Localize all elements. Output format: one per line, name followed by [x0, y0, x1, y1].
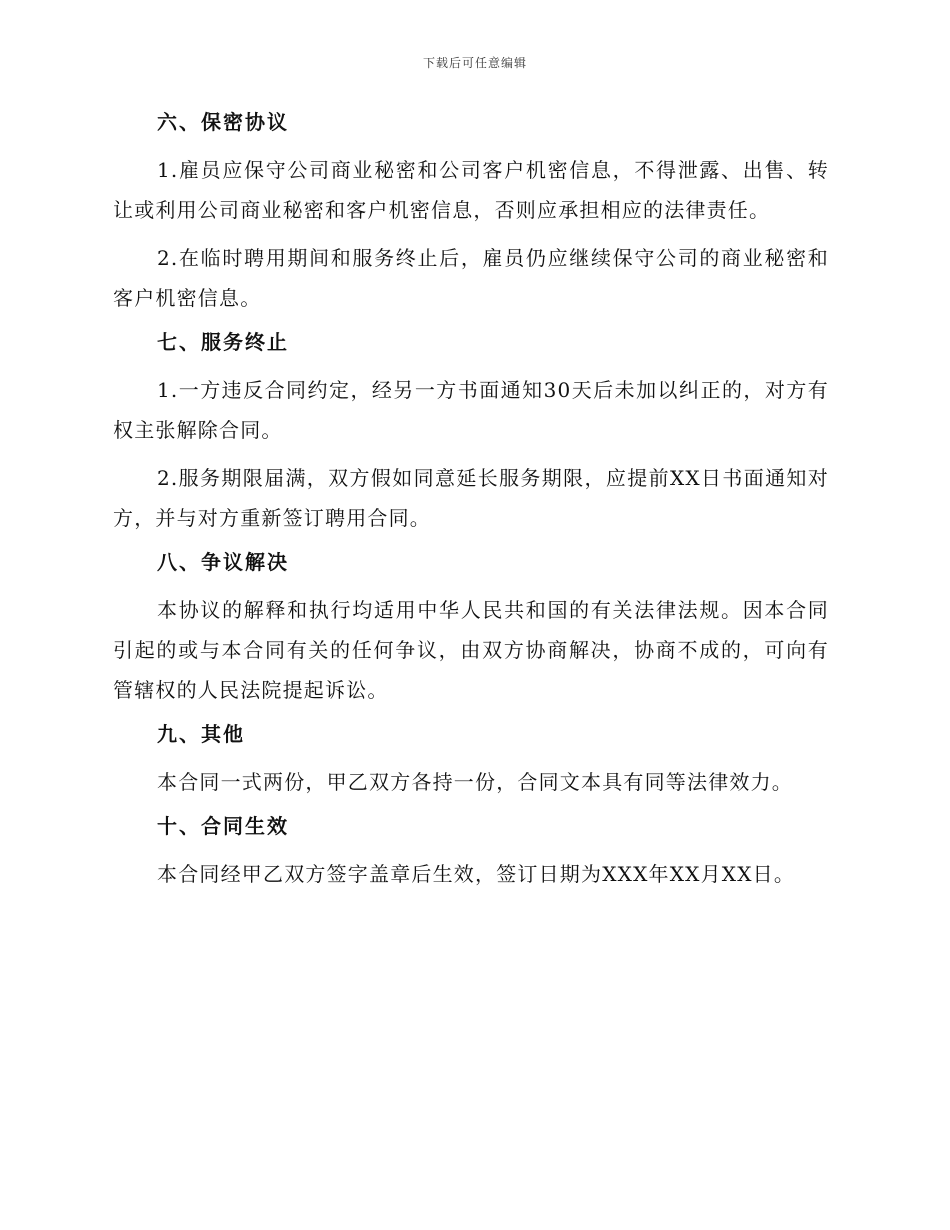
paragraph: 本合同经甲乙双方签字盖章后生效，签订日期为XXX年XX月XX日。 — [157, 862, 796, 886]
paragraph: 本合同一式两份，甲乙双方各持一份，合同文本具有同等法律效力。 — [157, 770, 793, 794]
document-body — [113, 108, 829, 904]
paragraph: 1.一方违反合同约定，经另一方书面通知30天后未加以纠正的，对方有权主张解除合同。 — [113, 378, 829, 442]
section-confidentiality — [113, 108, 829, 318]
section-termination — [113, 328, 829, 538]
page-header: 下载后可任意编辑 — [422, 56, 527, 70]
section-heading: 九、其他 — [157, 722, 245, 746]
section-heading: 十、合同生效 — [157, 814, 289, 838]
section-heading: 七、服务终止 — [157, 330, 289, 354]
section-dispute-resolution — [113, 548, 829, 710]
paragraph: 本协议的解释和执行均适用中华人民共和国的有关法律法规。因本合同引起的或与本合同有关的任何争议，由双方协商解决，协商不成的，可向有管辖权的人民法院提起诉讼。 — [113, 598, 829, 702]
paragraph: 2.服务期限届满，双方假如同意延长服务期限，应提前XX日书面通知对方，并与对方重新签订聘用合同。 — [113, 466, 829, 530]
section-heading: 八、争议解决 — [157, 550, 289, 574]
section-heading: 六、保密协议 — [157, 110, 289, 134]
section-effectiveness — [113, 812, 829, 894]
section-other — [113, 720, 829, 802]
paragraph: 2.在临时聘用期间和服务终止后，雇员仍应继续保守公司的商业秘密和客户机密信息。 — [113, 246, 829, 310]
paragraph: 1.雇员应保守公司商业秘密和公司客户机密信息，不得泄露、出售、转让或利用公司商业秘密和客户机密信息，否则应承担相应的法律责任。 — [113, 158, 829, 222]
